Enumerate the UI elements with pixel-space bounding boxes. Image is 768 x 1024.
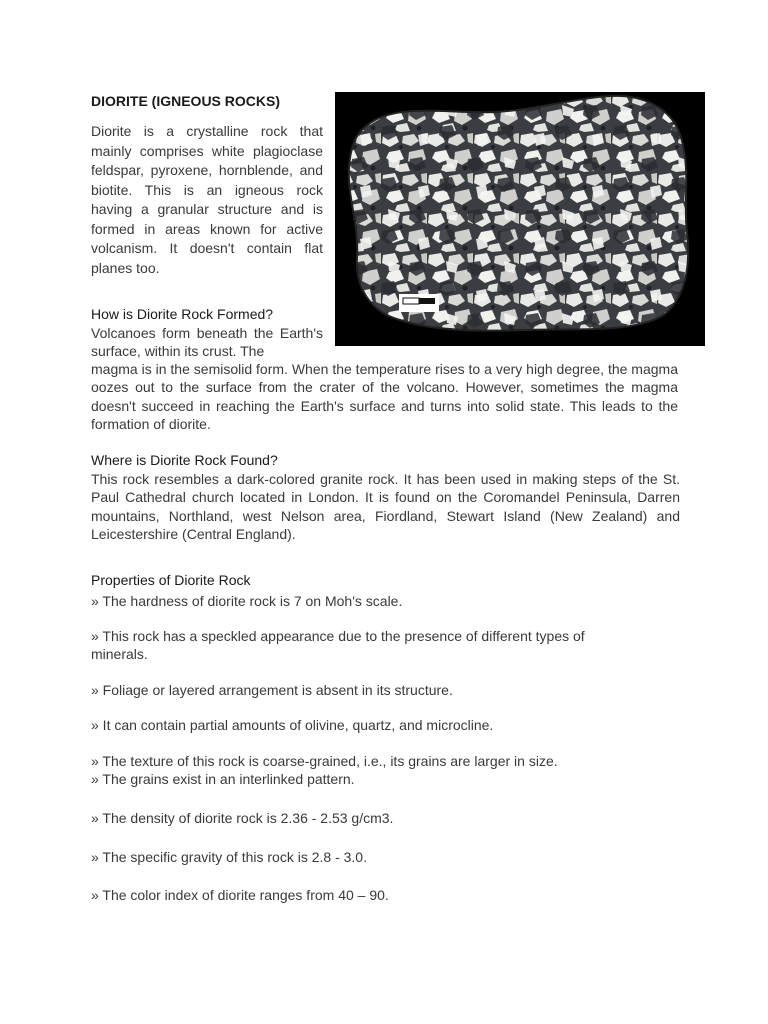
property-item: » Foliage or layered arrangement is absent in its structure.	[91, 682, 453, 698]
formed-heading: How is Diorite Rock Formed?	[91, 306, 274, 322]
intro-paragraph: Diorite is a crystalline rock that mainly comprises white plagioclase feldspar, pyroxene, hornblende, and biotite. This is an igneous rock having a granular structure and is formed in areas known for active volcanism. It doesn't contain flat planes too.	[91, 123, 323, 276]
formed-paragraph-continued: magma is in the semisolid form. When the temperature rises to a very high degree, the magma oozes out to the surface from the crater of the volcano. However, sometimes the magma doesn't succeed in reaching the Earth's surface and turns into solid state. This leads to the formation of diorite.	[91, 361, 678, 432]
property-item: » The specific gravity of this rock is 2.8 - 3.0.	[91, 849, 367, 865]
diorite-rock-image	[335, 92, 705, 346]
page-title: DIORITE (IGNEOUS ROCKS)	[91, 93, 281, 109]
property-item: » The color index of diorite ranges from 40 – 90.	[91, 887, 389, 903]
found-paragraph: This rock resembles a dark-colored granite rock. It has been used in making steps of the St. Paul Cathedral church located in London. It is found on the Coromandel Peninsula, Darren mountains, Northland, west Nelson area, Fiordland, Stewart Island (New Zealand) and Leicestershire (Central England).	[91, 471, 680, 542]
found-heading: Where is Diorite Rock Found?	[91, 452, 278, 468]
property-item: » The density of diorite rock is 2.36 - 2.53 g/cm3.	[91, 810, 394, 826]
properties-heading: Properties of Diorite Rock	[91, 572, 251, 588]
diorite-rock-photo	[335, 92, 705, 346]
property-item: » It can contain partial amounts of olivine, quartz, and microcline.	[91, 717, 494, 733]
property-item: » The grains exist in an interlinked pattern.	[91, 771, 355, 787]
scale-bar-icon	[399, 294, 439, 312]
property-item: » The hardness of diorite rock is 7 on Moh's scale.	[91, 593, 403, 609]
property-item: » This rock has a speckled appearance due to the presence of different types of minerals.	[91, 628, 585, 663]
property-item: » The texture of this rock is coarse-grained, i.e., its grains are larger in size.	[91, 753, 558, 769]
formed-paragraph-start: Volcanoes form beneath the Earth's surface, within its crust. The	[91, 325, 323, 360]
